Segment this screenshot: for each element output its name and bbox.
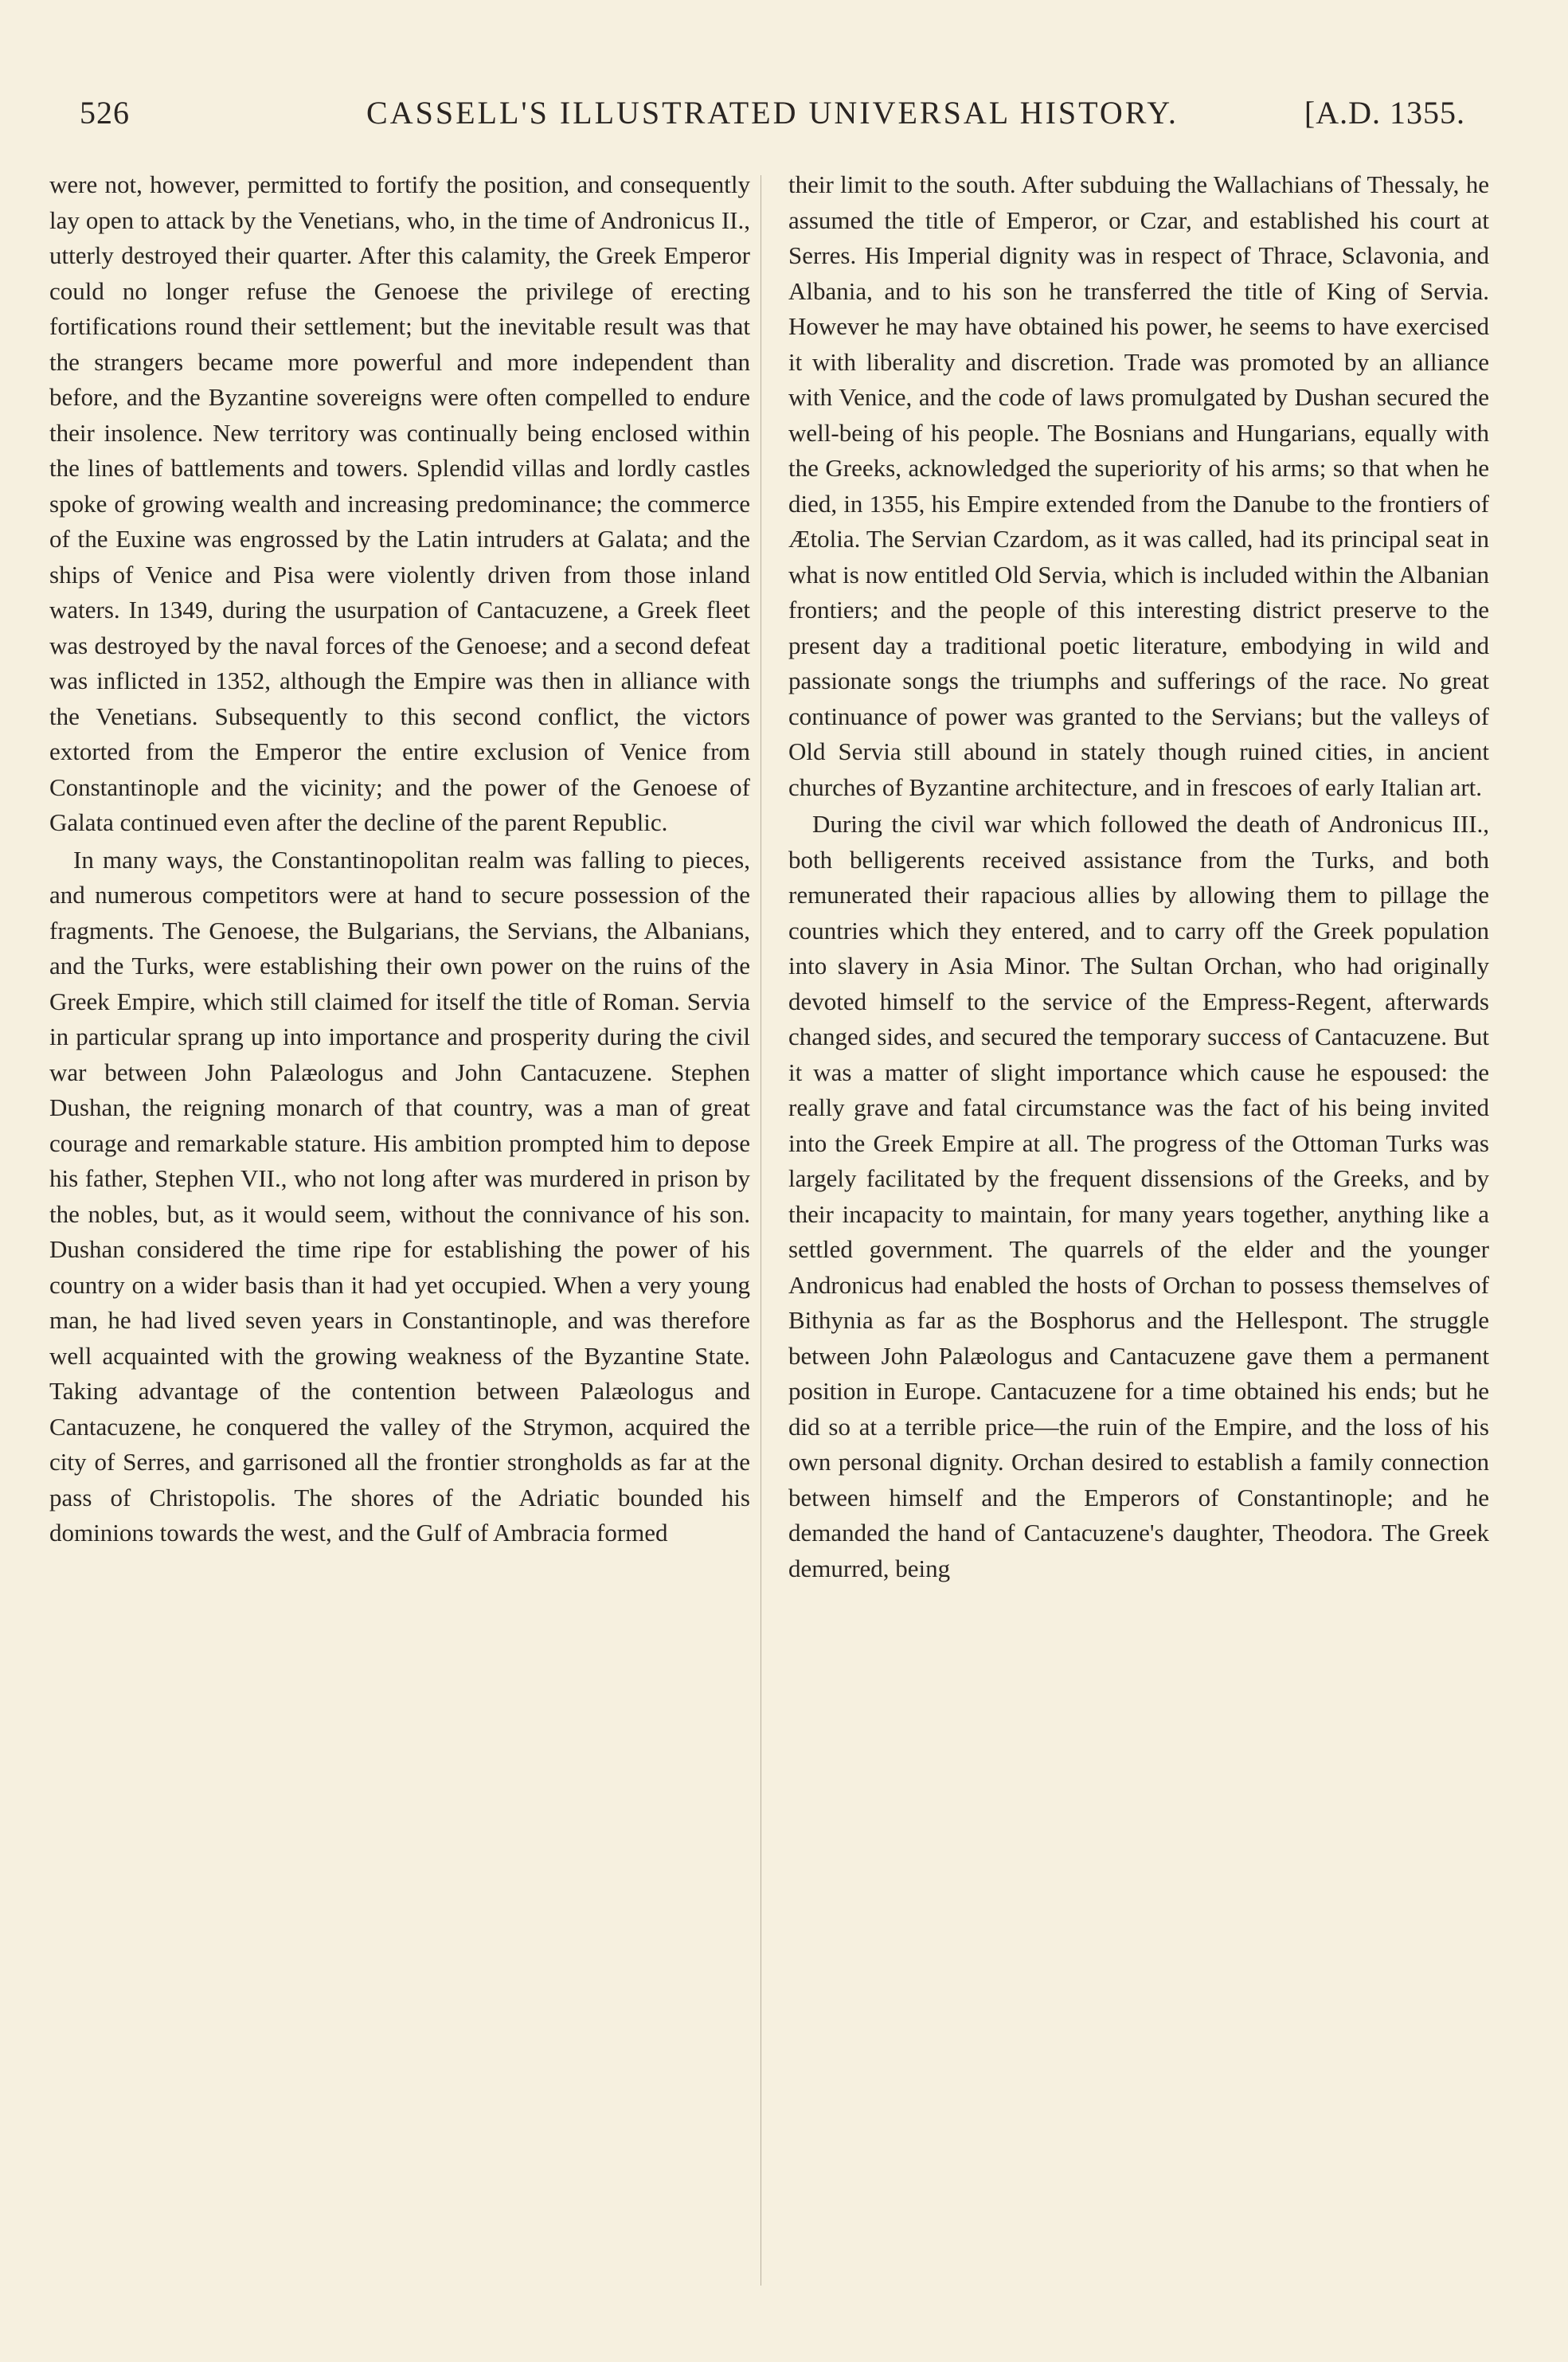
paragraph: their limit to the south. After subduing the Wallachians of Thessaly, he assumed the title of Emperor, or Czar, and established his court at Serres. His Imperial dignity was in respect of Thrace, Sclavonia, and Albania, and to his son he transferred the title of King of Servia. However he may have obtained his power, he seems to have exercised it with liberality and discretion. Trade was promoted by an alliance with Venice, and the code of laws promulgated by Dushan secured the well-being of his people. The Bosnians and Hungarians, equally with the Greeks, acknowledged the superiority of his arms; so that when he died, in 1355, his Empire extended from the Danube to the frontiers of Ætolia. The Servian Czardom, as it was called, had its principal seat in what is now entitled Old Servia, which is included within the Albanian frontiers; and the people of this interesting district preserve to the present day a traditional poetic literature, embodying in wild and passionate songs the triumphs and sufferings of the race. No great continuance of power was granted to the Servians; but the valleys of Old Servia still abound in stately though ruined cities, in ancient churches of Byzantine architecture, and in frescoes of early Italian art. [788, 170, 1489, 801]
paragraph: were not, however, permitted to fortify the position, and consequently lay open to attack by the Venetians, who, in the time of Andronicus II., utterly destroyed their quarter. After this calamity, the Greek Emperor could no longer refuse the Genoese the privilege of erecting fortifications round their settlement; but the inevitable result was that the strangers became more powerful and more independent than before, and the Byzantine sovereigns were often compelled to endure their insolence. New territory was continually being enclosed within the lines of battlements and towers. Splendid villas and lordly castles spoke of growing wealth and increasing predominance; the commerce of the Euxine was engrossed by the Latin intruders at Galata; and the ships of Venice and Pisa were violently driven from those inland waters. In 1349, during the usurpation of Cantacuzene, a Greek fleet was destroyed by the naval forces of the Genoese; and a second defeat was inflicted in 1352, although the Empire was then in alliance with the Venetians. Subsequently to this second conflict, the victors extorted from the Emperor the entire exclusion of Venice from Constantinople and the vicinity; and the power of the Genoese of Galata continued even after the decline of the parent Republic. [49, 170, 750, 836]
right-column [788, 167, 1489, 1586]
running-header [80, 94, 1465, 142]
paragraph: In many ways, the Constantinopolitan realm was falling to pieces, and numerous competitors were at hand to secure possession of the fragments. The Genoese, the Bulgarians, the Servians, the Albanians, and the Turks, were establishing their own power on the ruins of the Greek Empire, which still claimed for itself the title of Roman. Servia in particular sprang up into importance and prosperity during the civil war between John Palæologus and John Cantacuzene. Stephen Dushan, the reigning monarch of that country, was a man of great courage and remarkable stature. His ambition prompted him to depose his father, Stephen VII., who not long after was murdered in prison by the nobles, but, as it would seem, without the connivance of his son. Dushan considered the time ripe for establishing the power of his country on a wider basis than it had yet occupied. When a very young man, he had lived seven years in Constantinople, and was therefore well acquainted with the growing weakness of the Byzantine State. Taking advantage of the contention between Palæologus and Cantacuzene, he conquered the valley of the Strymon, acquired the city of Serres, and garrisoned all the frontier strongholds as far at the pass of Christopolis. The shores of the Adriatic bounded his dominions towards the west, and the Gulf of Ambracia formed [49, 845, 750, 1547]
date-marker: [A.D. 1355. [1304, 95, 1465, 131]
left-column [49, 167, 750, 1551]
paragraph: During the civil war which followed the death of Andronicus III., both belligerents received assistance from the Turks, and both remunerated their rapacious allies by allowing them to pillage the countries which they entered, and to carry off the Greek population into slavery in Asia Minor. The Sultan Orchan, who had originally devoted himself to the service of the Empress-Regent, afterwards changed sides, and secured the temporary success of Cantacuzene. But it was a matter of slight importance which cause he espoused: the really grave and fatal circumstance was the fact of his being invited into the Greek Empire at all. The progress of the Ottoman Turks was largely facilitated by the frequent dissensions of the Greeks, and by their incapacity to maintain, for many years together, anything like a settled government. The quarrels of the elder and the younger Andronicus had enabled the hosts of Orchan to possess themselves of Bithynia as far as the Bosphorus and the Hellespont. The struggle between John Palæologus and Cantacuzene gave them a permanent position in Europe. Cantacuzene for a time obtained his ends; but he did so at a terrible price—the ruin of the Empire, and the loss of his own personal dignity. Orchan desired to establish a family connection between himself and the Emperors of Constantinople; and he demanded the hand of Cantacuzene's daughter, Theodora. The Greek demurred, being [788, 810, 1489, 1582]
page-number: 526 [80, 95, 130, 131]
running-title: CASSELL'S ILLUSTRATED UNIVERSAL HISTORY. [366, 95, 1179, 131]
